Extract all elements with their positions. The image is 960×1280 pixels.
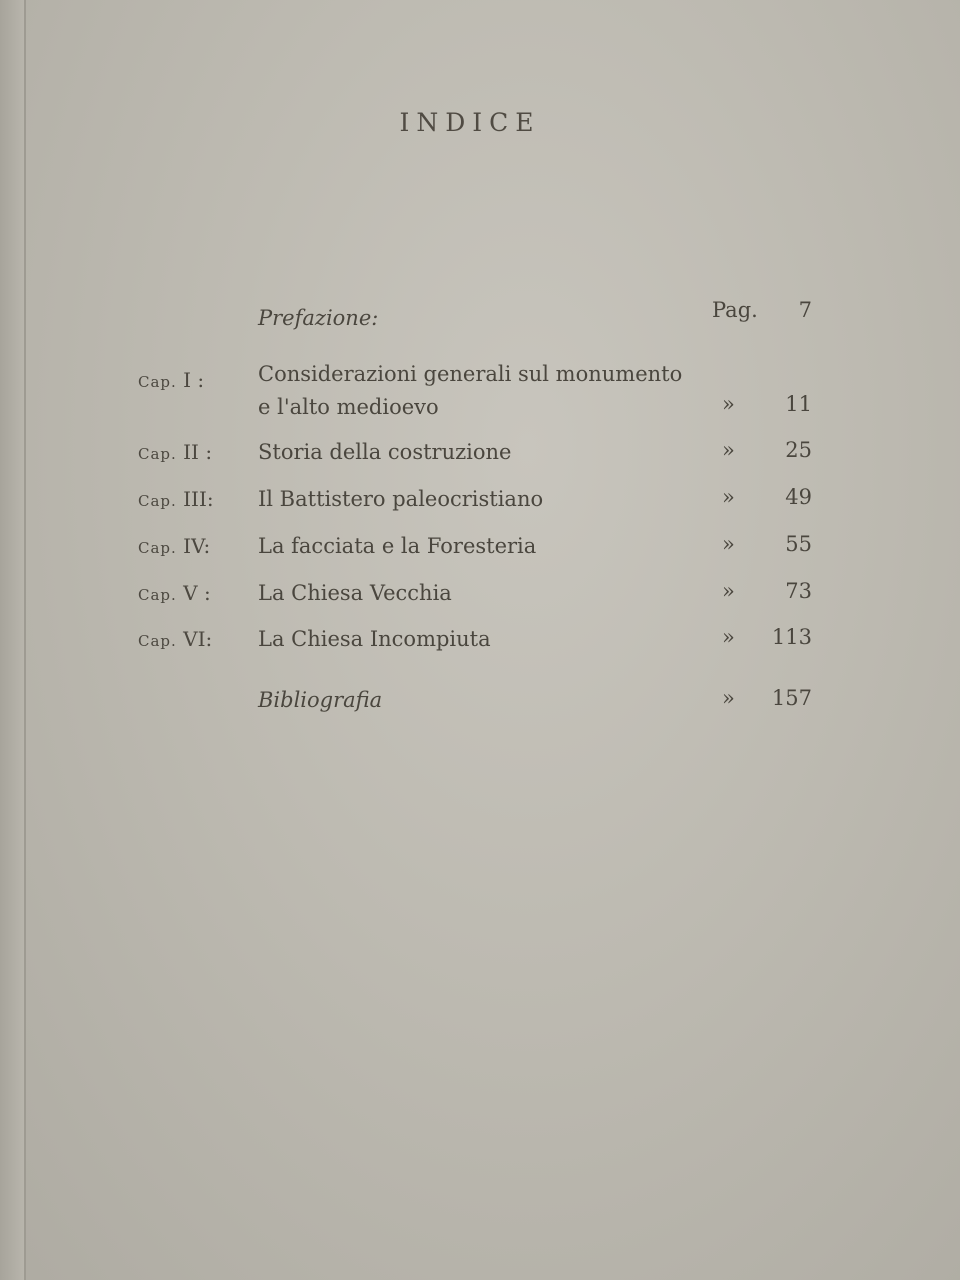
preface-page-number: 7 (798, 298, 812, 322)
chapter-page-number: 55 (785, 532, 812, 556)
toc-entry-chapter-2 (0, 438, 960, 478)
chapter-title: La facciata e la Foresteria (258, 534, 537, 558)
chapter-number: Cap. VI: (138, 627, 213, 651)
toc-entry-chapter-5 (0, 579, 960, 619)
chapter-title: La Chiesa Vecchia (258, 581, 452, 605)
chapter-number: Cap. V : (138, 581, 211, 605)
pag-label: Pag. (712, 298, 758, 322)
bibliography-label: Bibliografia (258, 688, 383, 712)
ditto-mark: » (722, 625, 735, 649)
chapter-title: La Chiesa Incompiuta (258, 627, 491, 651)
chapter-page-number: 49 (785, 485, 812, 509)
toc-entry-chapter-6 (0, 625, 960, 665)
chapter-title: Il Battistero paleocristiano (258, 487, 544, 511)
chapter-page-number: 11 (785, 392, 812, 416)
chapter-title: Storia della costruzione (258, 440, 512, 464)
toc-entry-chapter-4 (0, 532, 960, 572)
ditto-mark: » (722, 438, 735, 462)
chapter-number: Cap. I : (138, 368, 205, 392)
ditto-mark: » (722, 392, 735, 416)
ditto-mark: » (722, 579, 735, 603)
chapter-page-number: 73 (785, 579, 812, 603)
toc-entry-chapter-1 (0, 362, 960, 419)
toc-entry-bibliography (0, 686, 960, 726)
chapter-number: Cap. II : (138, 440, 213, 464)
bibliography-page-number: 157 (771, 686, 812, 710)
ditto-mark: » (722, 485, 735, 509)
chapter-page-number: 113 (771, 625, 812, 649)
ditto-mark: » (722, 686, 735, 710)
toc-entry-preface (0, 300, 960, 340)
preface-label: Prefazione: (258, 306, 379, 330)
ditto-mark: » (722, 532, 735, 556)
page-title: INDICE (399, 108, 541, 137)
chapter-page-number: 25 (785, 438, 812, 462)
chapter-title-line-2: e l'alto medioevo (258, 395, 439, 419)
chapter-number: Cap. III: (138, 487, 214, 511)
toc-entry-chapter-3 (0, 485, 960, 525)
chapter-title-line-1: Considerazioni generali sul monumento (258, 362, 683, 386)
chapter-number: Cap. IV: (138, 534, 211, 558)
